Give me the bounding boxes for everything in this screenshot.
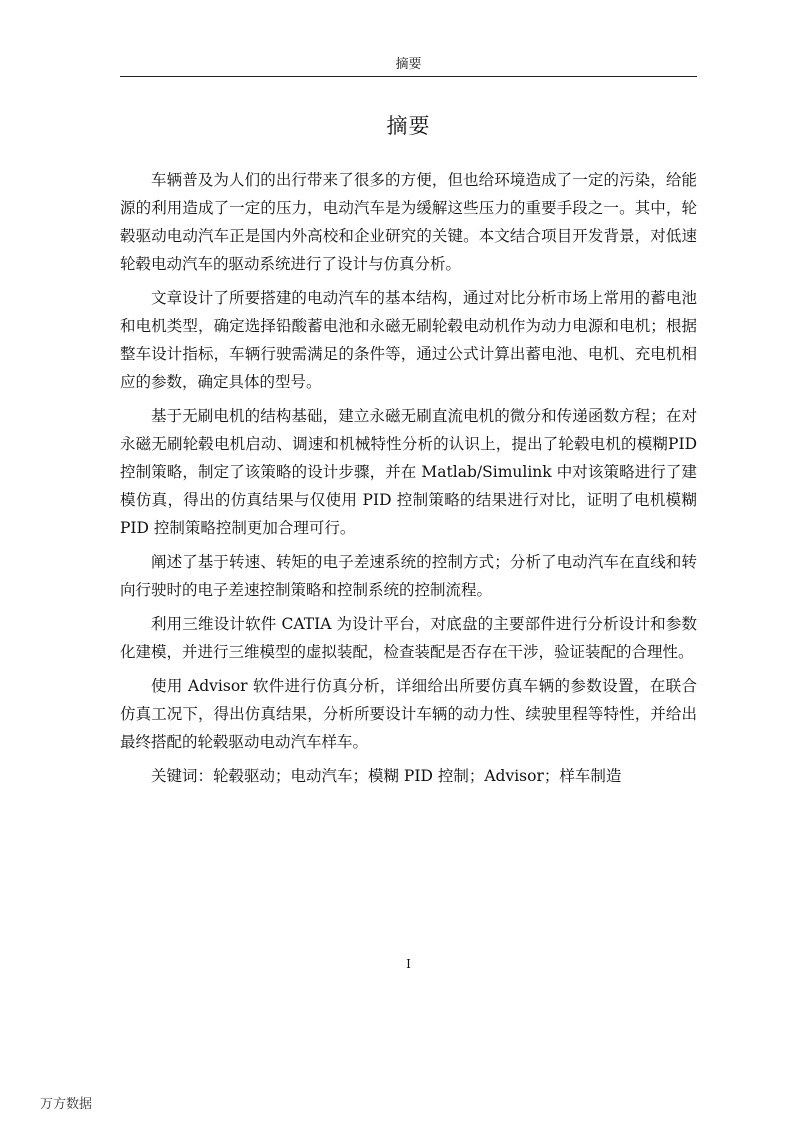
abstract-paragraph-5: 利用三维设计软件 CATIA 为设计平台，对底盘的主要部件进行分析设计和参数化建模，并进行三维模型的虚拟装配，检查装配是否存在干涉，验证装配的合理性。 <box>120 615 697 661</box>
header-rule <box>120 76 697 77</box>
abstract-body <box>120 166 697 790</box>
page-number: I <box>406 957 411 971</box>
running-header: 摘要 <box>395 57 422 72</box>
keywords-line: 关键词：轮毂驱动；电动汽车；模糊 PID 控制；Advisor；样车制造 <box>151 767 622 785</box>
watermark-text: 万方数据 <box>40 1097 93 1112</box>
abstract-paragraph-1: 车辆普及为人们的出行带来了很多的方便，但也给环境造成了一定的污染，给能源的利用造成了一定的压力，电动汽车是为缓解这些压力的重要手段之一。其中，轮毂驱动电动汽车正是国内外高校和企业研究的关键。本文结合项目开发背景，对低速轮毂电动汽车的驱动系统进行了设计与仿真分析。 <box>120 171 697 273</box>
abstract-paragraph-2: 文章设计了所要搭建的电动汽车的基本结构，通过对比分析市场上常用的蓄电池和电机类型，确定选择铅酸蓄电池和永磁无刷轮毂电动机作为动力电源和电机；根据整车设计指标，车辆行驶需满足的条件等，通过公式计算出蓄电池、电机、充电机相应的参数，确定具体的型号。 <box>120 289 697 391</box>
abstract-paragraph-4: 阐述了基于转速、转矩的电子差速系统的控制方式；分析了电动汽车在直线和转向行驶时的电子差速控制策略和控制系统的控制流程。 <box>120 553 697 599</box>
abstract-paragraph-3: 基于无刷电机的结构基础，建立永磁无刷直流电机的微分和传递函数方程；在对永磁无刷轮毂电机启动、调速和机械特性分析的认识上，提出了轮毂电机的模糊PID 控制策略，制定了该策略的设计步骤，并在 Matlab/Simulink 中对该策略进行了建模仿真，得出的仿真结果与仅使用 PID 控制策略的结果进行对比，证明了电机模糊 PID 控制策略控制更加合理可行。 <box>120 407 697 537</box>
abstract-paragraph-6: 使用 Advisor 软件进行仿真分析，详细给出所要仿真车辆的参数设置，在联合仿真工况下，得出仿真结果，分析所要设计车辆的动力性、续驶里程等特性，并给出最终搭配的轮毂驱动电动汽车样车。 <box>120 677 697 751</box>
page-title: 摘要 <box>386 114 431 138</box>
